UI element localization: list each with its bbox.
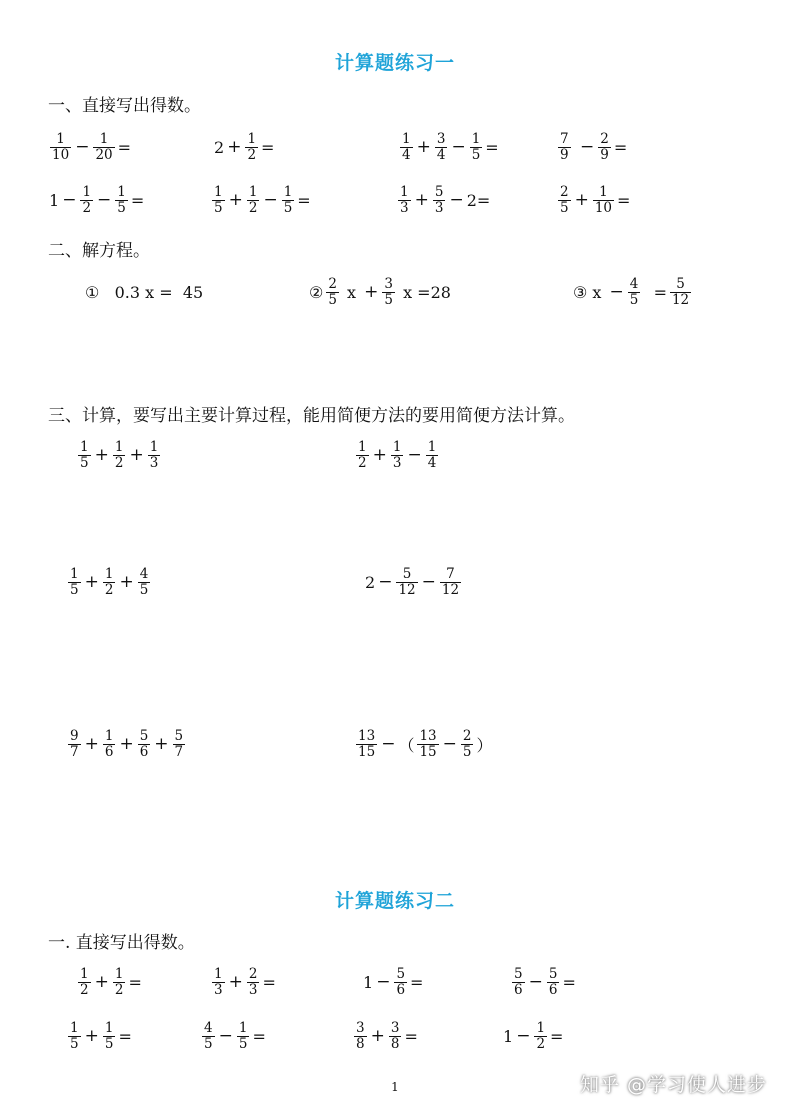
operator: + (227, 137, 242, 157)
denominator: 5 (214, 199, 223, 216)
expr-text: = (117, 137, 132, 157)
numerator: 1 (114, 438, 124, 455)
denominator: 6 (139, 743, 149, 760)
denominator: 8 (356, 1035, 365, 1052)
fraction (148, 440, 161, 471)
practice1-section1-heading: 一、直接写出得数。 (48, 96, 201, 116)
numerator: 1 (82, 183, 92, 200)
fraction (115, 185, 128, 216)
operator: − (407, 445, 422, 465)
numerator: 1 (56, 130, 65, 147)
denominator: 6 (548, 981, 558, 998)
numerator: 1 (104, 565, 114, 582)
denominator: 5 (462, 743, 472, 760)
expr-text: = (613, 137, 628, 157)
denominator: 7 (70, 743, 79, 760)
p1-s1-expr (556, 123, 628, 171)
fraction (212, 185, 225, 216)
numerator: 3 (390, 1019, 400, 1036)
operator: + (364, 282, 379, 302)
numerator: 1 (238, 1019, 248, 1036)
expr-text: = (562, 972, 576, 992)
fraction (396, 567, 417, 598)
denominator: 7 (174, 743, 184, 760)
p1-s3-expr (364, 558, 463, 606)
p1-s2-equation (308, 268, 452, 316)
practice1-section2-heading: 二、解方程。 (48, 241, 150, 261)
numerator: 2 (248, 965, 258, 982)
fraction (558, 185, 571, 216)
denominator: 5 (70, 581, 79, 598)
denominator: 3 (248, 981, 258, 998)
denominator: 4 (402, 146, 411, 163)
fraction (461, 729, 474, 760)
numerator: 5 (174, 727, 184, 744)
operator: + (574, 190, 589, 210)
denominator: 2 (80, 981, 89, 998)
operator: − (449, 190, 464, 210)
fraction (547, 967, 560, 998)
denominator: 2 (247, 146, 257, 163)
fraction (113, 967, 126, 998)
operator: + (414, 190, 429, 210)
p1-s1-expr (48, 176, 145, 224)
operator: + (119, 734, 134, 754)
denominator: 12 (441, 581, 460, 598)
numerator: 1 (149, 438, 159, 455)
expr-text: = (262, 972, 276, 992)
denominator: 5 (80, 454, 89, 471)
operator: + (228, 972, 243, 992)
practice1-title: 计算题练习一 (334, 52, 455, 74)
fraction (68, 567, 81, 598)
p2-s1-expr (502, 1012, 564, 1060)
p1-s3-expr (354, 720, 494, 768)
fraction (78, 440, 91, 471)
denominator: 5 (283, 199, 293, 216)
numerator: 2 (600, 130, 609, 147)
denominator: 3 (149, 454, 159, 471)
fraction (247, 185, 260, 216)
numerator: 13 (358, 727, 376, 744)
fraction (202, 1021, 215, 1052)
expr-text: = (643, 282, 667, 302)
p1-s3-expr (76, 431, 162, 479)
operator: + (84, 734, 99, 754)
denominator: 5 (328, 291, 337, 308)
expr-text: ③ x (573, 282, 607, 302)
expr-text: = (297, 190, 311, 210)
operator: + (228, 190, 243, 210)
numerator: 1 (247, 130, 257, 147)
operator: + (94, 972, 109, 992)
numerator: 1 (99, 130, 109, 147)
fraction (103, 567, 116, 598)
denominator: 2 (82, 199, 92, 216)
watermark: 知乎 @学习使人进步 (580, 1074, 768, 1096)
numerator: 9 (70, 727, 79, 744)
denominator: 15 (419, 743, 437, 760)
fraction (237, 1021, 250, 1052)
numerator: 13 (419, 727, 437, 744)
fraction (435, 132, 448, 163)
denominator: 4 (427, 454, 437, 471)
numerator: 1 (400, 183, 409, 200)
p1-s3-expr (354, 431, 440, 479)
numerator: 4 (204, 1019, 213, 1036)
numerator: 5 (548, 965, 558, 982)
denominator: 5 (204, 1035, 213, 1052)
fraction (282, 185, 295, 216)
operator: + (129, 445, 144, 465)
p1-s3-expr (66, 720, 187, 768)
fraction (398, 185, 411, 216)
fraction (389, 1021, 402, 1052)
denominator: 10 (594, 199, 613, 216)
p1-s1-expr (48, 123, 132, 171)
fraction (50, 132, 71, 163)
numerator: 7 (446, 565, 455, 582)
fraction (80, 185, 93, 216)
expr-text: = (404, 1026, 418, 1046)
fraction (326, 277, 339, 308)
denominator: 2 (536, 1035, 546, 1052)
expr-text: x (341, 282, 362, 302)
numerator: 2 (560, 183, 569, 200)
p2-s1-expr (362, 958, 424, 1006)
practice1-section3-heading: 三、计算，要写出主要计算过程，能用简便方法的要用简便方法计算。 (48, 406, 575, 426)
denominator: 5 (104, 1035, 114, 1052)
numerator: 5 (402, 565, 412, 582)
fraction (426, 440, 439, 471)
operator: + (84, 572, 99, 592)
fraction (400, 132, 413, 163)
fraction (558, 132, 571, 163)
fraction (113, 440, 126, 471)
operator: − (75, 137, 90, 157)
operator: − (218, 1026, 233, 1046)
operator: − (609, 282, 624, 302)
denominator: 15 (358, 743, 376, 760)
expr-text: ② (309, 282, 324, 302)
numerator: 4 (139, 565, 149, 582)
denominator: 9 (600, 146, 609, 163)
expr-text: = (130, 190, 145, 210)
denominator: 5 (238, 1035, 248, 1052)
expr-text: = (550, 1026, 564, 1046)
fraction (391, 440, 404, 471)
denominator: 5 (139, 581, 149, 598)
fraction (534, 1021, 547, 1052)
denominator: 4 (436, 146, 446, 163)
operator: − (378, 572, 393, 592)
fraction (417, 729, 438, 760)
fraction (470, 132, 483, 163)
fraction (103, 729, 116, 760)
numerator: 5 (434, 183, 444, 200)
expr-text: = (617, 190, 631, 210)
p2-s1-expr (76, 958, 143, 1006)
operator: − (421, 572, 436, 592)
expr-text: 2 (214, 137, 225, 157)
numerator: 1 (70, 1019, 79, 1036)
operator: + (119, 572, 134, 592)
numerator: 1 (80, 438, 89, 455)
denominator: 3 (400, 199, 409, 216)
expr-text: = (252, 1026, 266, 1046)
p1-s1-expr (398, 123, 500, 171)
numerator: 1 (358, 438, 367, 455)
operator: + (372, 445, 387, 465)
numerator: 5 (676, 275, 685, 292)
fraction (247, 967, 260, 998)
numerator: 1 (471, 130, 481, 147)
fraction (598, 132, 611, 163)
denominator: 9 (560, 146, 569, 163)
fraction (628, 277, 641, 308)
operator: − (376, 972, 391, 992)
practice2-title: 计算题练习二 (334, 890, 455, 912)
operator: − (97, 190, 112, 210)
operator: + (154, 734, 169, 754)
denominator: 10 (52, 146, 70, 163)
expr-text: ） (476, 735, 493, 755)
fraction (103, 1021, 116, 1052)
denominator: 5 (471, 146, 481, 163)
expr-text: = (261, 137, 275, 157)
denominator: 12 (671, 291, 690, 308)
operator: − (516, 1026, 531, 1046)
p2-s1-expr (352, 1012, 419, 1060)
numerator: 1 (248, 183, 258, 200)
expr-text: ① 0.3 x = 45 (85, 282, 204, 302)
denominator: 5 (629, 291, 639, 308)
operator: − (574, 137, 595, 157)
p2-s1-expr (510, 958, 577, 1006)
fraction (138, 567, 151, 598)
operator: − (62, 190, 77, 210)
numerator: 5 (396, 965, 406, 982)
operator: + (84, 1026, 99, 1046)
numerator: 1 (599, 183, 608, 200)
fraction (593, 185, 614, 216)
fraction (138, 729, 151, 760)
numerator: 5 (139, 727, 149, 744)
numerator: 3 (384, 275, 393, 292)
numerator: 2 (462, 727, 472, 744)
expr-text: 1 (49, 190, 60, 210)
denominator: 5 (117, 199, 126, 216)
fraction (433, 185, 446, 216)
operator: − (528, 972, 543, 992)
numerator: 1 (536, 1019, 546, 1036)
fraction (512, 967, 525, 998)
numerator: 1 (70, 565, 79, 582)
denominator: 2 (114, 981, 124, 998)
fraction (382, 277, 395, 308)
operator: − (442, 734, 457, 754)
denominator: 2 (114, 454, 124, 471)
numerator: 1 (80, 965, 89, 982)
fraction (394, 967, 407, 998)
numerator: 2 (328, 275, 337, 292)
p2-s1-expr (210, 958, 277, 1006)
denominator: 3 (392, 454, 402, 471)
p2-s1-expr (66, 1012, 133, 1060)
denominator: 5 (70, 1035, 79, 1052)
numerator: 1 (104, 1019, 114, 1036)
numerator: 3 (356, 1019, 365, 1036)
numerator: 1 (402, 130, 411, 147)
p1-s3-expr (66, 558, 152, 606)
expr-text: 1 (503, 1026, 514, 1046)
expr-text: x =28 (397, 282, 451, 302)
numerator: 1 (104, 727, 114, 744)
fraction (68, 1021, 81, 1052)
fraction (440, 567, 461, 598)
numerator: 3 (436, 130, 446, 147)
fraction (670, 277, 691, 308)
numerator: 5 (514, 965, 523, 982)
fraction (245, 132, 258, 163)
denominator: 6 (514, 981, 523, 998)
expr-text: 1 (363, 972, 374, 992)
denominator: 3 (434, 199, 444, 216)
fraction (356, 440, 369, 471)
fraction (212, 967, 225, 998)
p1-s1-expr (210, 176, 312, 224)
numerator: 1 (214, 965, 223, 982)
operator: + (94, 445, 109, 465)
numerator: 1 (283, 183, 293, 200)
numerator: 1 (214, 183, 223, 200)
expr-text: = (485, 137, 499, 157)
denominator: 2 (248, 199, 258, 216)
operator: + (370, 1026, 385, 1046)
denominator: 5 (560, 199, 569, 216)
p1-s1-expr (556, 176, 631, 224)
numerator: 4 (629, 275, 639, 292)
denominator: 5 (384, 291, 393, 308)
p1-s1-expr (396, 176, 491, 224)
denominator: 6 (396, 981, 406, 998)
denominator: 20 (95, 146, 113, 163)
operator: − (451, 137, 466, 157)
denominator: 2 (104, 581, 114, 598)
p1-s1-expr (213, 123, 275, 171)
numerator: 1 (392, 438, 402, 455)
denominator: 2 (358, 454, 367, 471)
numerator: 7 (560, 130, 569, 147)
denominator: 6 (104, 743, 114, 760)
numerator: 1 (427, 438, 437, 455)
fraction (354, 1021, 367, 1052)
denominator: 8 (390, 1035, 400, 1052)
denominator: 12 (398, 581, 416, 598)
p1-s2-equation (84, 268, 204, 316)
denominator: 3 (214, 981, 223, 998)
numerator: 1 (114, 965, 124, 982)
expr-text: = (128, 972, 142, 992)
expr-text: = (118, 1026, 132, 1046)
expr-text: （ (398, 735, 415, 755)
fraction (173, 729, 186, 760)
fraction (78, 967, 91, 998)
operator: − (263, 190, 278, 210)
fraction (356, 729, 377, 760)
fraction (93, 132, 114, 163)
operator: + (416, 137, 431, 157)
practice2-section1-heading: 一. 直接写出得数。 (48, 933, 195, 953)
p2-s1-expr (200, 1012, 267, 1060)
page-number: 1 (391, 1080, 399, 1094)
expr-text: 2= (466, 190, 491, 210)
operator: − (381, 734, 396, 754)
fraction (68, 729, 81, 760)
expr-text: 2 (365, 572, 376, 592)
p1-s2-equation (572, 268, 693, 316)
numerator: 1 (117, 183, 126, 200)
expr-text: = (410, 972, 424, 992)
